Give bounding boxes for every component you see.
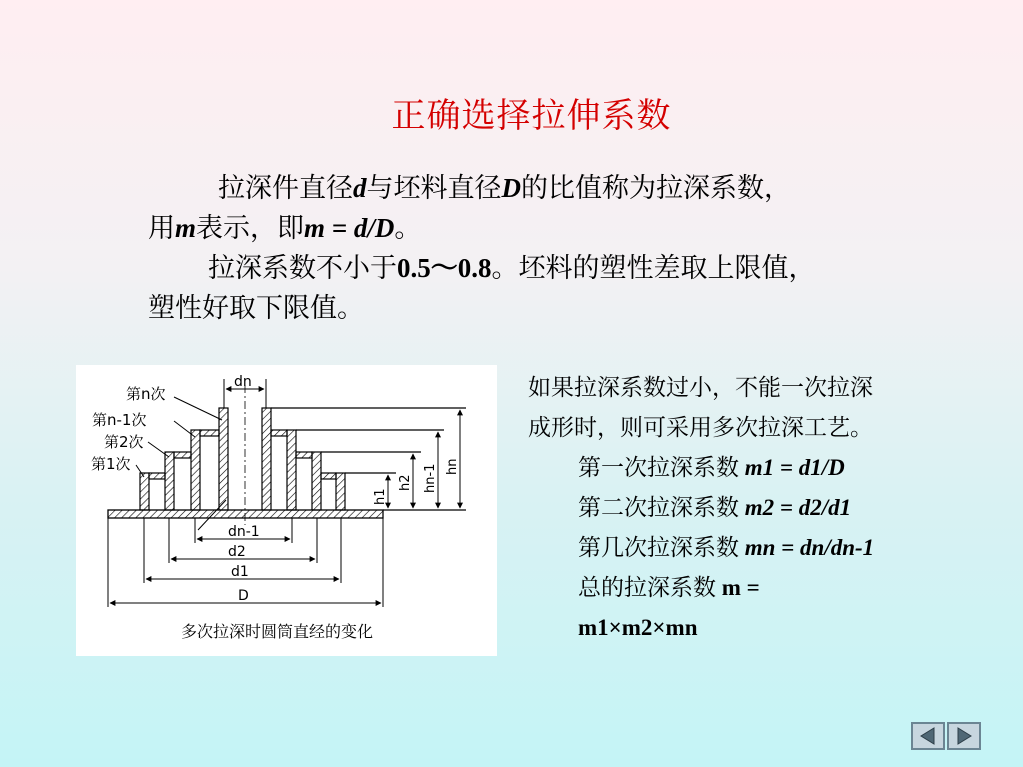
- right-text: [528, 368, 988, 648]
- right-text-span: 总的拉深系数: [578, 575, 722, 600]
- var-m: m: [175, 213, 197, 243]
- intro-text-span: 。: [394, 213, 422, 243]
- intro-text-span: 与坯料直径: [366, 173, 502, 203]
- prev-slide-button[interactable]: [911, 722, 945, 750]
- intro-text-span: 拉深系数不小于: [208, 253, 397, 283]
- figure-caption: 多次拉深时圆筒直经的变化: [181, 622, 374, 641]
- flange-lines: [271, 408, 466, 510]
- intro-line-4: 塑性好取下限值。: [148, 293, 364, 323]
- label-D: D: [238, 588, 249, 604]
- intro-line-1: [148, 168, 978, 208]
- range-value: 0.5～0.8: [397, 253, 492, 283]
- var-d: d: [353, 173, 367, 203]
- label-second: 第2次: [104, 433, 144, 451]
- slide-title: 正确选择拉伸系数: [391, 98, 672, 135]
- label-nth: 第n次: [126, 385, 166, 403]
- right-line-3: [528, 448, 988, 488]
- var-D: D: [501, 173, 521, 203]
- right-line-1: 如果拉深系数过小，不能一次拉深: [528, 375, 873, 400]
- label-nminus1: 第n-1次: [92, 411, 147, 429]
- intro-line-2: [148, 208, 978, 248]
- deep-drawing-diagram: [76, 365, 497, 656]
- next-slide-button[interactable]: [947, 722, 981, 750]
- right-line-5: [528, 528, 988, 568]
- right-text-span: 第二次拉深系数: [578, 495, 745, 520]
- intro-text-span: 拉深件直径: [218, 173, 353, 203]
- right-line-4: [528, 488, 988, 528]
- label-hn: hn: [445, 458, 460, 475]
- label-dn: dn: [234, 374, 252, 390]
- intro-text-span: 表示，即: [196, 213, 305, 243]
- label-first: 第1次: [91, 455, 131, 473]
- slide-navigation: [911, 722, 981, 750]
- formula-m1: m1 = d1/D: [744, 455, 845, 480]
- right-line-6: [528, 568, 988, 608]
- label-d2: d2: [228, 544, 246, 560]
- formula-m2: m2 = d2/d1: [744, 495, 852, 520]
- formula-total: m =: [721, 575, 760, 600]
- label-hn1: hn-1: [423, 463, 438, 493]
- intro-text-span: 的比值称为拉深系数，: [521, 173, 791, 203]
- right-text-span: 第几次拉深系数: [578, 535, 745, 560]
- formula-m: m = d/D: [304, 213, 395, 243]
- label-d1: d1: [231, 564, 249, 580]
- right-text-span: 第一次拉深系数: [578, 455, 745, 480]
- intro-text-span: 用: [148, 213, 175, 243]
- label-dn1: dn-1: [228, 524, 260, 540]
- intro-text-span: 。坯料的塑性差取上限值，: [491, 253, 816, 283]
- right-line-7: [528, 608, 988, 648]
- cylinder-walls: [140, 408, 345, 510]
- triangle-left-icon: [918, 727, 938, 745]
- flange-plate: [108, 510, 383, 518]
- label-h1: h1: [373, 488, 388, 505]
- formula-mn: mn = dn/dn-1: [744, 535, 875, 560]
- intro-line-3: [148, 248, 978, 288]
- label-h2: h2: [398, 474, 413, 491]
- intro-text: [148, 168, 978, 328]
- triangle-right-icon: [954, 727, 974, 745]
- diagram-svg: [76, 365, 497, 656]
- right-line-2: 成形时，则可采用多次拉深工艺。: [528, 415, 873, 440]
- formula-product: m1×m2×mn: [578, 615, 698, 640]
